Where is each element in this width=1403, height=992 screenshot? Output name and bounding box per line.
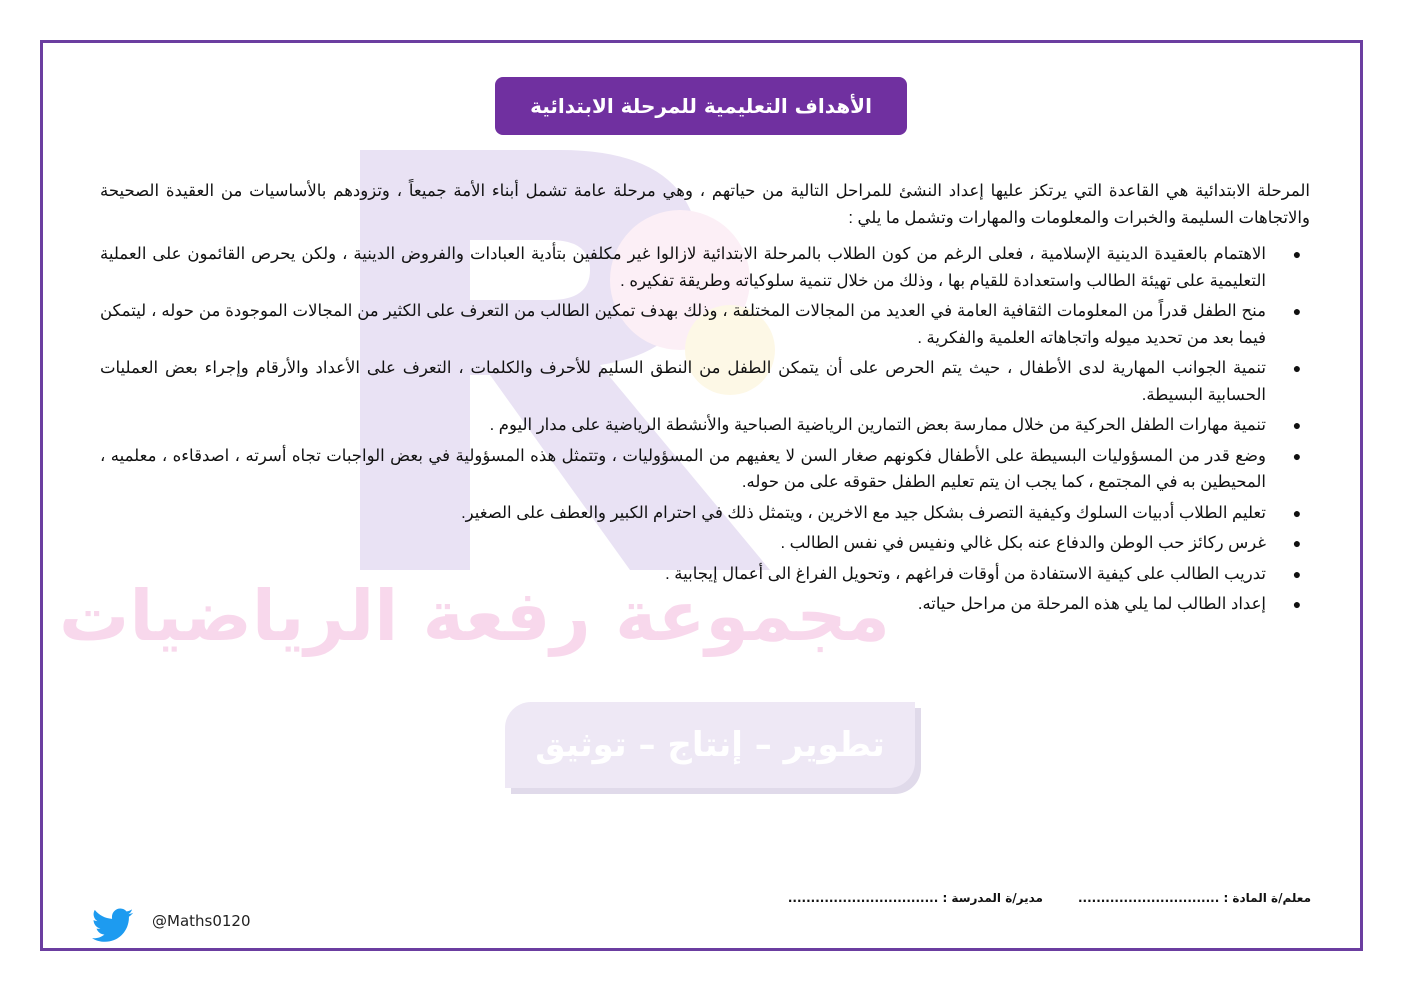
goal-text: تنمية الجوانب المهارية لدى الأطفال ، حيث يتم الحرص على أن يتمكن الطفل من النطق السليم للأحرف والكلمات ، التعرف على الأعداد والأرقام وإجراء بعض العمليات الحسابية البسيطة.	[100, 359, 1266, 404]
bullet-icon: ●	[1292, 596, 1302, 612]
teacher-signature-line: معلم/ة المادة : ...............................	[1077, 891, 1311, 905]
goal-item	[100, 412, 1310, 439]
watermark-slogan: تطوير – إنتاج – توثيق	[505, 702, 915, 788]
goal-text: تنمية مهارات الطفل الحركية من خلال ممارسة بعض التمارين الرياضية الصباحية والأنشطة الرياضية على مدار اليوم .	[489, 416, 1266, 434]
goal-item	[100, 591, 1310, 618]
bullet-icon: ●	[1292, 535, 1302, 551]
bullet-icon: ●	[1292, 360, 1302, 376]
goal-item	[100, 241, 1310, 294]
goal-item	[100, 530, 1310, 557]
goal-text: غرس ركائز حب الوطن والدفاع عنه بكل غالي ونفيس في نفس الطالب .	[780, 534, 1266, 552]
goal-text: تعليم الطلاب أدبيات السلوك وكيفية التصرف بشكل جيد مع الاخرين ، ويتمثل ذلك في احترام الكبير والعطف على الصغير.	[461, 503, 1266, 522]
goal-text: الاهتمام بالعقيدة الدينية الإسلامية ، فعلى الرغم من كون الطلاب بالمرحلة الابتدائية لازالوا غير مكلفين بتأدية العبادات والفروض الدينية ، ولكن يحرص القائمون على العملية التعليمية على تهيئة الطالب واستعدادة للقيام بها ، وذلك من خلال تنمية سلوكياته وطريقة تفكيره .	[100, 245, 1266, 290]
goal-text: منح الطفل قدراً من المعلومات الثقافية العامة في العديد من المجالات المختلفة ، وذلك بهدف تمكين الطالب من التعرف على الكثير من المجالات الموجودة من حوله ، ليتمكن فيما بعد من تحديد ميوله واتجاهاته العلمية والفكرية .	[100, 302, 1266, 347]
goal-item	[100, 443, 1310, 496]
bullet-icon: ●	[1292, 417, 1302, 433]
goal-text: وضع قدر من المسؤوليات البسيطة على الأطفال فكونهم صغار السن لا يعفيهم من المسؤوليات ، وتتمثل هذه المسؤولية في بعض الواجبات تجاه أسرته ، اصدقاءه ، معلميه ، المحيطين به في المجتمع ، كما يجب ان يتم تعليم الطفل حقوقه على من حوله.	[100, 446, 1266, 491]
twitter-handle[interactable]: @Maths0120	[152, 912, 251, 930]
goal-item	[100, 298, 1310, 351]
goal-text: تدريب الطالب على كيفية الاستفادة من أوقات فراغهم ، وتحويل الفراغ الى أعمال إيجابية .	[665, 564, 1266, 583]
bullet-icon: ●	[1292, 303, 1302, 319]
goals-list	[100, 241, 1310, 618]
bullet-icon: ●	[1292, 447, 1302, 464]
goal-text: إعداد الطالب لما يلي هذه المرحلة من مراحل حياته.	[917, 595, 1266, 613]
bullet-icon: ●	[1292, 565, 1302, 582]
content-body	[100, 178, 1310, 622]
watermark-brand-text: مجموعة رفعة الرياضيات	[59, 575, 890, 657]
principal-signature-line: مدير/ة المدرسة : .................................	[787, 891, 1043, 905]
bullet-icon: ●	[1292, 246, 1302, 262]
goal-item	[100, 500, 1310, 527]
goal-item	[100, 561, 1310, 588]
intro-paragraph: المرحلة الابتدائية هي القاعدة التي يرتكز عليها إعداد النشئ للمراحل التالية من حياتهم ، وهي مرحلة عامة تشمل أبناء الأمة جميعاً ، وتزودهم بالأساسيات من العقيدة الصحيحة والاتجاهات السليمة والخبرات والمعلومات والمهارات وتشمل ما يلي :	[100, 182, 1310, 227]
bullet-icon: ●	[1292, 504, 1302, 521]
page-title: الأهداف التعليمية للمرحلة الابتدائية	[495, 77, 907, 135]
goal-item	[100, 355, 1310, 408]
twitter-icon[interactable]	[92, 908, 134, 944]
